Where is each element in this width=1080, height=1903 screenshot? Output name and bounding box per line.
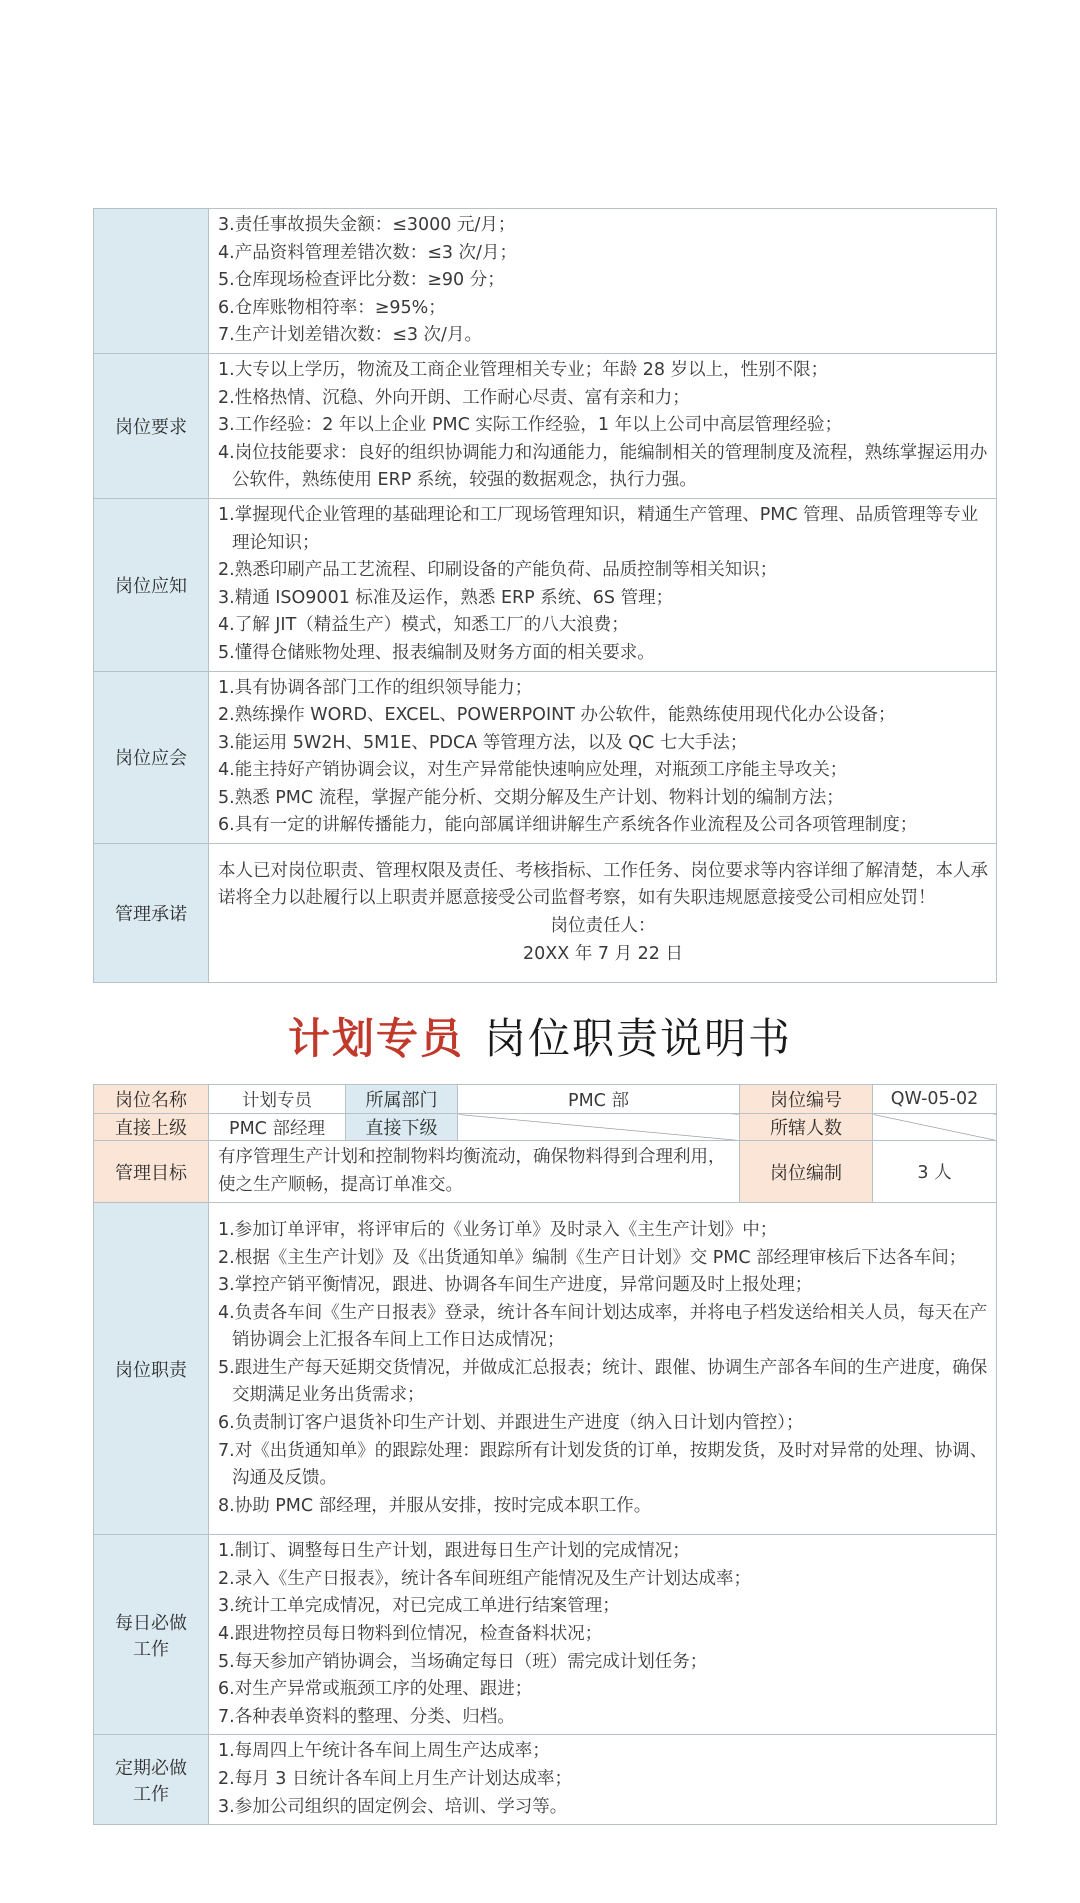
daily-item: 7.各种表单资料的整理、分类、归档。 <box>218 1706 515 1727</box>
skill-item: 4.能主持好产销协调会议，对生产异常能快速响应处理，对瓶颈工序能主导攻关； <box>218 760 848 781</box>
skill-item: 2.熟练操作 WORD、EXCEL、POWERPOINT 办公软件，能熟练使用现代化办公设备； <box>218 705 896 726</box>
commitment-date: 20XX 年 7 月 22 日 <box>523 943 683 964</box>
duty-item: 5.跟进生产每天延期交货情况，并做成汇总报表；统计、跟催、协调生产部各车间的生产进度，确保交期满足业务出货需求； <box>218 1357 988 1406</box>
requirement-item: 3.工作经验：2 年以上企业 PMC 实际工作经验，1 年以上公司中高层管理经验； <box>218 415 843 436</box>
duty-item: 1.参加订单评审，将评审后的《业务订单》及时录入《主生产计划》中； <box>218 1219 778 1240</box>
periodic-item: 3.参加公司组织的固定例会、培训、学习等。 <box>218 1796 568 1817</box>
superior-label: 直接上级 <box>94 1114 209 1141</box>
requirement-item: 2.性格热情、沉稳、外向开朗、工作耐心尽责、富有亲和力； <box>218 387 690 408</box>
knowledge-label: 岗位应知 <box>94 498 209 671</box>
commitment-label: 管理承诺 <box>94 844 209 983</box>
duty-item: 6.负责制订客户退货补印生产计划、并跟进生产进度（纳入日计划内管控）； <box>218 1413 804 1434</box>
knowledge-cell <box>209 498 997 671</box>
metric-item: 7.生产计划差错次数：≤3 次/月。 <box>218 325 482 346</box>
headcount-under-label: 所辖人数 <box>740 1114 873 1141</box>
knowledge-item: 2.熟悉印刷产品工艺流程、印刷设备的产能负荷、品质控制等相关知识； <box>218 560 778 581</box>
daily-item: 4.跟进物控员每日物料到位情况，检查备料状况； <box>218 1623 603 1644</box>
metric-item: 4.产品资料管理差错次数：≤3 次/月； <box>218 242 517 263</box>
metrics-continued-cell <box>209 209 997 354</box>
position-code-label: 岗位编号 <box>740 1085 873 1114</box>
knowledge-item: 3.精通 ISO9001 标准及运作，熟悉 ERP 系统、6S 管理； <box>218 587 674 608</box>
knowledge-item: 5.懂得仓储账物处理、报表编制及财务方面的相关要求。 <box>218 642 655 663</box>
duty-item: 2.根据《主生产计划》及《出货通知单》编制《生产日计划》交 PMC 部经理审核后下达各车间； <box>218 1247 967 1268</box>
knowledge-item: 1.掌握现代企业管理的基础理论和工厂现场管理知识，精通生产管理、PMC 管理、品质管理等专业理论知识； <box>218 504 979 553</box>
skill-item: 5.熟悉 PMC 流程，掌握产能分析、交期分解及生产计划、物料计划的编制方法； <box>218 787 844 808</box>
requirements-label: 岗位要求 <box>94 353 209 498</box>
staffing-value: 3 人 <box>873 1141 997 1203</box>
requirement-item: 4.岗位技能要求：良好的组织协调能力和沟通能力，能编制相关的管理制度及流程，熟练掌握运用办公软件，熟练使用 ERP 系统，较强的数据观念，执行力强。 <box>218 442 988 491</box>
department-label: 所属部门 <box>346 1085 458 1114</box>
previous-job-description-table <box>93 208 997 983</box>
skills-cell <box>209 671 997 844</box>
skill-item: 1.具有协调各部门工作的组织领导能力； <box>218 677 533 698</box>
daily-item: 6.对生产异常或瓶颈工序的处理、跟进； <box>218 1679 533 1700</box>
daily-item: 3.统计工单完成情况，对已完成工单进行结案管理； <box>218 1596 620 1617</box>
periodic-item: 2.每月 3 日统计各车间上月生产计划达成率； <box>218 1768 572 1789</box>
page-title <box>0 1012 1080 1066</box>
goal-label: 管理目标 <box>94 1141 209 1203</box>
metrics-label-cell <box>94 209 209 354</box>
superior-value: PMC 部经理 <box>209 1114 346 1141</box>
position-code-value: QW-05-02 <box>873 1085 997 1114</box>
duty-item: 3.掌控产销平衡情况，跟进、协调各车间生产进度，异常问题及时上报处理； <box>218 1275 813 1296</box>
position-name-value: 计划专员 <box>209 1085 346 1114</box>
periodic-work-cell <box>209 1735 997 1825</box>
department-value: PMC 部 <box>458 1085 740 1114</box>
position-name-label: 岗位名称 <box>94 1085 209 1114</box>
metric-item: 5.仓库现场检查评比分数：≥90 分； <box>218 270 505 291</box>
periodic-work-label-line1: 定期必做 <box>115 1757 187 1779</box>
requirements-cell <box>209 353 997 498</box>
requirement-item: 1.大专以上学历，物流及工商企业管理相关专业；年龄 28 岁以上，性别不限； <box>218 359 829 380</box>
duties-cell <box>209 1203 997 1535</box>
commitment-text: 本人已对岗位职责、管理权限及责任、考核指标、工作任务、岗位要求等内容详细了解清楚，本人承诺将全力以赴履行以上职责并愿意接受公司监督考察，如有失职违规愿意接受公司相应处罚！ <box>218 860 988 909</box>
daily-work-label <box>94 1535 209 1735</box>
periodic-work-label <box>94 1735 209 1825</box>
duty-item: 4.负责各车间《生产日报表》登录，统计各车间计划达成率，并将电子档发送给相关人员，每天在产销协调会上汇报各车间上工作日达成情况； <box>218 1302 988 1351</box>
daily-work-cell <box>209 1535 997 1735</box>
daily-item: 2.录入《生产日报表》，统计各车间班组产能情况及生产计划达成率； <box>218 1568 751 1589</box>
daily-work-label-line1: 每日必做 <box>115 1612 187 1634</box>
periodic-item: 1.每周四上午统计各车间上周生产达成率； <box>218 1741 550 1762</box>
periodic-work-label-line2: 工作 <box>133 1783 169 1805</box>
knowledge-item: 4.了解 JIT（精益生产）模式，知悉工厂的八大浪费； <box>218 615 629 636</box>
title-document-name: 岗位职责说明书 <box>484 1014 793 1063</box>
subordinate-empty-cell <box>458 1114 740 1141</box>
daily-item: 1.制订、调整每日生产计划，跟进每日生产计划的完成情况； <box>218 1541 690 1562</box>
skills-label: 岗位应会 <box>94 671 209 844</box>
daily-item: 5.每天参加产销协调会，当场确定每日（班）需完成计划任务； <box>218 1651 708 1672</box>
headcount-under-empty-cell <box>873 1114 997 1141</box>
job-description-table <box>93 1084 997 1825</box>
commitment-signer: 岗位责任人： <box>550 916 656 937</box>
skill-item: 6.具有一定的讲解传播能力，能向部属详细讲解生产系统各作业流程及公司各项管理制度； <box>218 815 918 836</box>
metric-item: 3.责任事故损失金额：≤3000 元/月； <box>218 215 516 235</box>
daily-work-label-line2: 工作 <box>133 1638 169 1660</box>
duties-label: 岗位职责 <box>94 1203 209 1535</box>
duty-item: 7.对《出货通知单》的跟踪处理：跟踪所有计划发货的订单，按期发货，及时对异常的处理、协调、沟通及反馈。 <box>218 1440 988 1489</box>
commitment-cell <box>209 844 997 983</box>
subordinate-label: 直接下级 <box>346 1114 458 1141</box>
goal-value: 有序管理生产计划和控制物料均衡流动，确保物料得到合理利用，使之生产顺畅，提高订单准交。 <box>209 1141 740 1203</box>
metric-item: 6.仓库账物相符率：≥95%； <box>218 297 446 318</box>
staffing-label: 岗位编制 <box>740 1141 873 1203</box>
title-position-name: 计划专员 <box>287 1014 464 1063</box>
skill-item: 3.能运用 5W2H、5M1E、PDCA 等管理方法，以及 QC 七大手法； <box>218 732 748 753</box>
duty-item: 8.协助 PMC 部经理，并服从安排，按时完成本职工作。 <box>218 1495 652 1516</box>
